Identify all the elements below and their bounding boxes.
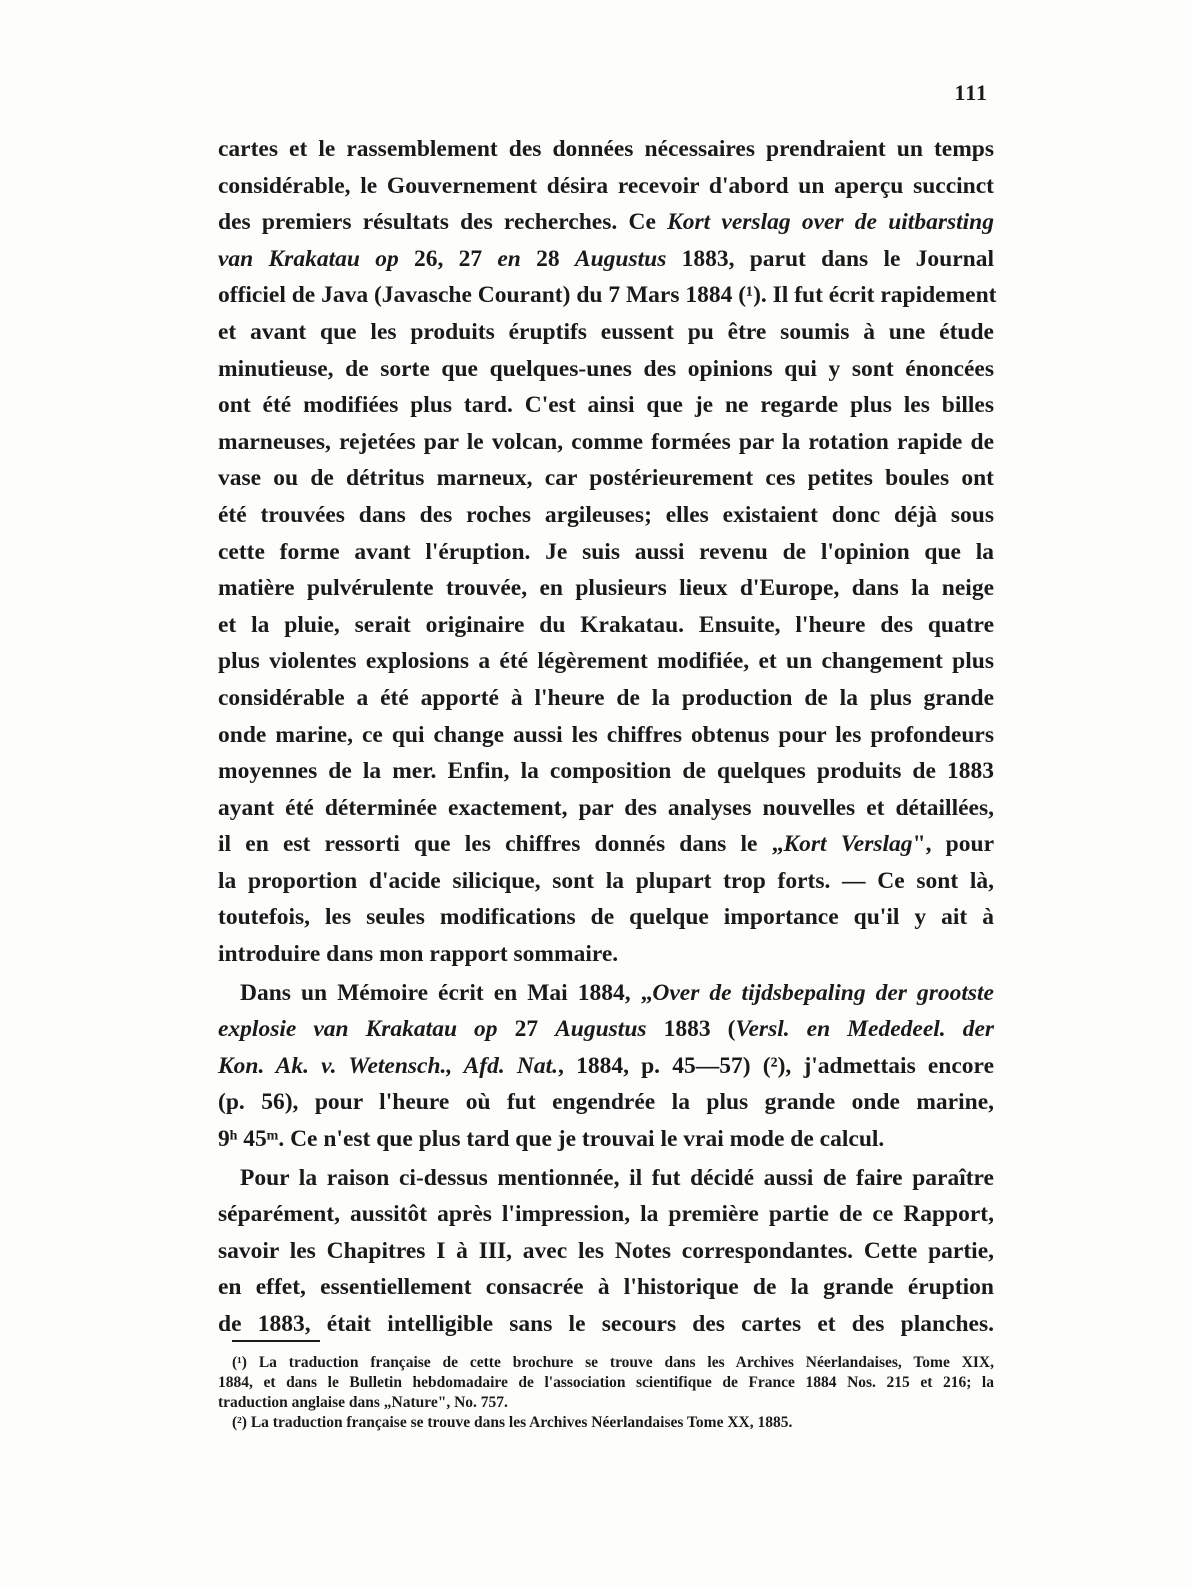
- paragraph-1: [218, 131, 997, 973]
- italic-title: Kon. Ak. v. Wetensch., Afd. Nat.: [218, 1052, 559, 1079]
- footnotes: [218, 1353, 994, 1433]
- text-span: Dans un Mémoire écrit en Mai 1884, „: [240, 979, 653, 1006]
- text-span: 1883, parut dans le Journal: [666, 245, 995, 272]
- italic-title: van Krakatau op: [218, 245, 399, 272]
- text-line: Pour la raison ci-dessus mentionnée, il fut décidé aussi de faire paraître: [240, 1164, 994, 1191]
- footnote-line: (¹) La traduction française de cette brochure se trouve dans les Archives Néerlandaises, Tome XIX,: [232, 1354, 994, 1371]
- text-line: cette forme avant l'éruption. Je suis aussi revenu de l'opinion que la: [218, 538, 994, 565]
- italic-title: en: [497, 245, 521, 272]
- italic-title: Kort Verslag: [783, 831, 913, 858]
- page-number: 111: [954, 80, 988, 105]
- italic-title: explosie van Krakatau op: [218, 1016, 498, 1043]
- text-line: onde marine, ce qui change aussi les chiffres obtenus pour les profondeurs: [218, 721, 994, 748]
- text-line: considérable a été apporté à l'heure de la production de la plus grande: [218, 684, 994, 711]
- italic-title: Kort verslag over de uitbarsting: [667, 209, 994, 236]
- text-line: introduire dans mon rapport sommaire.: [218, 941, 619, 968]
- paragraph-2: [218, 975, 994, 1158]
- text-span: 27: [497, 1016, 556, 1043]
- paragraph-3: [218, 1160, 994, 1343]
- text-line: minutieuse, de sorte que quelques-unes des opinions qui y sont énoncées: [218, 355, 994, 382]
- text-line: (p. 56), pour l'heure où fut engendrée la plus grande onde marine,: [218, 1089, 994, 1116]
- text-line: la proportion d'acide silicique, sont la plupart trop forts. — Ce sont là,: [218, 867, 994, 894]
- text-line: ont été modifiées plus tard. C'est ainsi que je ne regarde plus les billes: [218, 392, 994, 419]
- text-line: [218, 826, 994, 863]
- text-line: marneuses, rejetées par le volcan, comme formées par la rotation rapide de: [218, 428, 994, 455]
- text-line: [218, 1011, 994, 1048]
- main-text: [218, 131, 997, 1343]
- text-line: [218, 1048, 994, 1085]
- text-line: [218, 204, 994, 241]
- text-line: et avant que les produits éruptifs eussent pu être soumis à une étude: [218, 318, 994, 345]
- text-line: savoir les Chapitres I à III, avec les Notes correspondantes. Cette partie,: [218, 1237, 994, 1264]
- text-line: considérable, le Gouvernement désira recevoir d'abord un aperçu succinct: [218, 172, 994, 199]
- text-line: [218, 241, 994, 278]
- text-line: moyennes de la mer. Enfin, la composition de quelques produits de 1883: [218, 758, 994, 785]
- italic-title: Versl. en Mededeel. der: [735, 1016, 995, 1043]
- text-line: matière pulvérulente trouvée, en plusieurs lieux d'Europe, dans la neige: [218, 575, 994, 602]
- footnote-divider: [232, 1340, 320, 1342]
- text-line: été trouvées dans des roches argileuses; elles existaient donc déjà sous: [218, 501, 994, 528]
- italic-title: Augustus: [555, 1016, 647, 1043]
- text-line: toutefois, les seules modifications de quelque importance qu'il y ait à: [218, 904, 994, 931]
- text-line: [218, 975, 994, 1012]
- footnote-line: traduction anglaise dans „Nature", No. 757.: [218, 1394, 508, 1411]
- text-span: ", pour: [912, 831, 995, 858]
- italic-title: Over de tijdsbepaling der grootste: [652, 979, 994, 1006]
- text-line: vase ou de détritus marneux, car postérieurement ces petites boules ont: [218, 465, 994, 492]
- text-span: il en est ressorti que les chiffres donnés dans le „: [218, 831, 784, 858]
- text-line: cartes et le rassemblement des données nécessaires prendraient un temps: [218, 136, 994, 162]
- text-line: 9ʰ 45ᵐ. Ce n'est que plus tard que je trouvai le vrai mode de calcul.: [218, 1126, 885, 1153]
- footnote-line: (²) La traduction française se trouve dans les Archives Néerlandaises Tome XX, 1885.: [232, 1414, 793, 1431]
- footnote-line: 1884, et dans le Bulletin hebdomadaire de l'association scientifique de France 1884 Nos. 215 et 216; la: [218, 1374, 994, 1391]
- italic-title: Augustus: [574, 245, 667, 272]
- text-span: 28: [520, 245, 575, 272]
- text-line: et la pluie, serait originaire du Krakatau. Ensuite, l'heure des quatre: [218, 611, 994, 638]
- text-line: ayant été déterminée exactement, par des analyses nouvelles et détaillées,: [218, 794, 994, 821]
- text-line: en effet, essentiellement consacrée à l'historique de la grande éruption: [218, 1274, 994, 1301]
- text-line: officiel de Java (Javasche Courant) du 7 Mars 1884 (¹). Il fut écrit rapidement: [218, 282, 997, 309]
- text-span: 1883 (: [646, 1016, 736, 1043]
- text-line: de 1883, était intelligible sans le secours des cartes et des planches.: [218, 1311, 994, 1337]
- text-span: , 1884, p. 45—57) (²), j'admettais encore: [558, 1052, 994, 1079]
- text-span: 26, 27: [398, 245, 498, 272]
- text-span: des premiers résultats des recherches. Ce: [218, 209, 668, 236]
- text-line: séparément, aussitôt après l'impression, la première partie de ce Rapport,: [218, 1201, 994, 1228]
- text-line: plus violentes explosions a été légèrement modifiée, et un changement plus: [218, 648, 994, 675]
